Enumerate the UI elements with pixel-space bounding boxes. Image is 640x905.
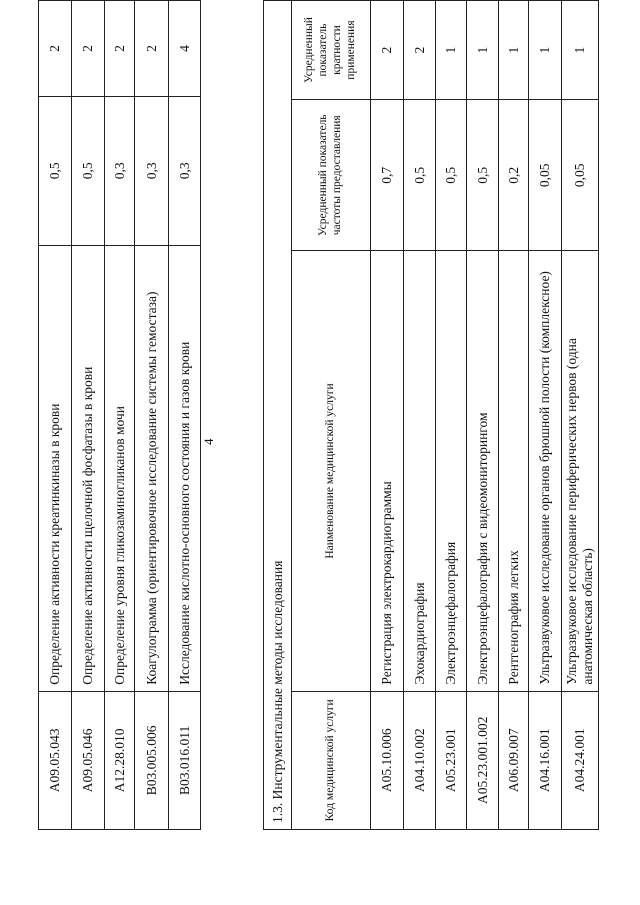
code-cell: A12.28.010 bbox=[105, 691, 135, 829]
multiplicity-cell: 1 bbox=[467, 1, 499, 100]
code-cell: A09.05.043 bbox=[39, 691, 72, 829]
table-row bbox=[371, 1, 404, 830]
table-row bbox=[562, 1, 599, 830]
service-name-cell: Определение активности креатинкиназы в крови bbox=[39, 245, 72, 691]
service-name-cell: Ультразвуковое исследование органов брюшной полости (комплексное) bbox=[529, 251, 562, 691]
service-name-cell: Коагулограмма (ориентировочное исследование системы гемостаза) bbox=[135, 245, 169, 691]
frequency-cell: 0,5 bbox=[72, 96, 105, 245]
table-row bbox=[529, 1, 562, 830]
code-cell: A04.10.002 bbox=[404, 691, 436, 829]
header-code: Код медицинской услуги bbox=[292, 691, 371, 829]
page-number: 4 bbox=[201, 438, 216, 445]
code-cell: A04.24.001 bbox=[562, 691, 599, 829]
code-cell: A06.09.007 bbox=[499, 691, 529, 829]
frequency-cell: 0,3 bbox=[135, 96, 169, 245]
table-row bbox=[72, 1, 105, 830]
multiplicity-cell: 1 bbox=[436, 1, 467, 100]
table-row bbox=[135, 1, 169, 830]
header-multiplicity: Усредненный показатель кратности применения bbox=[292, 1, 371, 100]
multiplicity-cell: 1 bbox=[529, 1, 562, 100]
multiplicity-cell: 2 bbox=[105, 1, 135, 97]
frequency-cell: 0,2 bbox=[499, 100, 529, 251]
service-name-cell: Ультразвуковое исследование периферических нервов (одна анатомическая область) bbox=[562, 251, 599, 691]
multiplicity-cell: 2 bbox=[39, 1, 72, 97]
section-title: 1.3. Инструментальные методы исследования bbox=[264, 1, 292, 830]
multiplicity-cell: 2 bbox=[135, 1, 169, 97]
service-name-cell: Определение активности щелочной фосфатазы в крови bbox=[72, 245, 105, 691]
instrumental-methods-table bbox=[263, 0, 599, 830]
multiplicity-cell: 1 bbox=[499, 1, 529, 100]
frequency-cell: 0,5 bbox=[404, 100, 436, 251]
service-name-cell: Исследование кислотно-основного состояния и газов крови bbox=[169, 245, 201, 691]
frequency-cell: 0,5 bbox=[467, 100, 499, 251]
header-name: Наименование медицинской услуги bbox=[292, 251, 371, 691]
multiplicity-cell: 1 bbox=[562, 1, 599, 100]
code-cell: A05.23.001.002 bbox=[467, 691, 499, 829]
code-cell: A05.23.001 bbox=[436, 691, 467, 829]
service-name-cell: Эхокардиография bbox=[404, 251, 436, 691]
lab-tests-table bbox=[38, 0, 201, 830]
frequency-cell: 0,5 bbox=[39, 96, 72, 245]
code-cell: B03.016.011 bbox=[169, 691, 201, 829]
code-cell: A09.05.046 bbox=[72, 691, 105, 829]
table-row bbox=[436, 1, 467, 830]
frequency-cell: 0,3 bbox=[105, 96, 135, 245]
table-row bbox=[499, 1, 529, 830]
table-row bbox=[105, 1, 135, 830]
frequency-cell: 0,5 bbox=[436, 100, 467, 251]
table-row bbox=[404, 1, 436, 830]
multiplicity-cell: 2 bbox=[404, 1, 436, 100]
multiplicity-cell: 2 bbox=[371, 1, 404, 100]
frequency-cell: 0,3 bbox=[169, 96, 201, 245]
service-name-cell: Электроэнцефалография bbox=[436, 251, 467, 691]
code-cell: B03.005.006 bbox=[135, 691, 169, 829]
code-cell: A04.16.001 bbox=[529, 691, 562, 829]
code-cell: A05.10.006 bbox=[371, 691, 404, 829]
header-frequency: Усредненный показатель частоты предоставления bbox=[292, 100, 371, 251]
multiplicity-cell: 2 bbox=[72, 1, 105, 97]
table-row bbox=[39, 1, 72, 830]
frequency-cell: 0,7 bbox=[371, 100, 404, 251]
service-name-cell: Рентгенография легких bbox=[499, 251, 529, 691]
frequency-cell: 0,05 bbox=[529, 100, 562, 251]
service-name-cell: Регистрация электрокардиограммы bbox=[371, 251, 404, 691]
service-name-cell: Определение уровня гликозаминогликанов мочи bbox=[105, 245, 135, 691]
table-row bbox=[467, 1, 499, 830]
frequency-cell: 0,05 bbox=[562, 100, 599, 251]
table-row bbox=[169, 1, 201, 830]
service-name-cell: Электроэнцефалография с видеомониторингом bbox=[467, 251, 499, 691]
multiplicity-cell: 4 bbox=[169, 1, 201, 97]
